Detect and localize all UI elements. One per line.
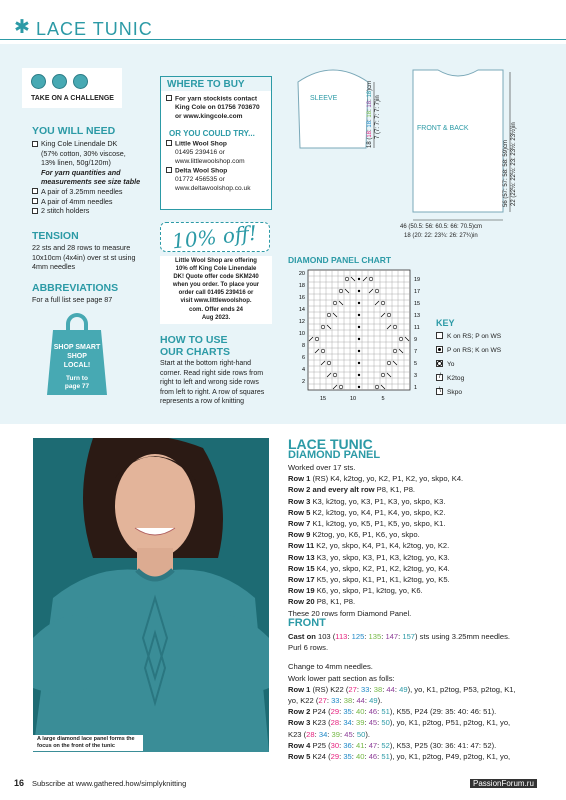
challenge-rating <box>22 68 122 108</box>
chart-row-number: 18 <box>298 283 305 289</box>
body-width-in: 18 (20: 22: 23¾: 26: 27¾)in <box>404 233 478 239</box>
chart-row-number: 13 <box>414 313 421 319</box>
chart-title: DIAMOND PANEL CHART <box>288 255 392 265</box>
key-item-knit: K on RS; P on WS <box>436 332 501 340</box>
purl-symbol <box>358 314 360 316</box>
key-item-yo: Yo <box>436 360 454 368</box>
yarn-ball-icon <box>73 74 88 89</box>
shop-smart-line: SHOP SMART <box>53 344 101 351</box>
tension-heading: TENSION <box>32 230 79 242</box>
purl-symbol <box>358 386 360 388</box>
circle-square-icon <box>436 360 443 367</box>
chart-row-number: 9 <box>414 337 418 343</box>
abbreviations-heading: ABBREVIATIONS <box>32 282 119 294</box>
yarn-ball-icon <box>52 74 67 89</box>
pattern-row: Row 13 K3, yo, skpo, K3, P1, K3, k2tog, yo, K3. <box>288 552 450 562</box>
chart-row-number: 1 <box>414 385 418 391</box>
pattern-title: LACE TUNIC <box>288 436 373 452</box>
model-illustration <box>33 438 269 752</box>
pattern-row: Row 15 K4, yo, skpo, K2, P1, K2, k2tog, yo, K4. <box>288 563 450 573</box>
page-number: 16 <box>14 778 25 788</box>
stockists-text: For yarn stockists contact King Cole on 01756 703670 or www.kingcole.com <box>166 95 260 122</box>
pattern-row: Row 17 K5, yo, skpo, K1, P1, K1, k2tog, yo, K5. <box>288 575 450 585</box>
front-heading: FRONT <box>288 617 326 629</box>
key-item-purl: P on RS; K on WS <box>436 346 501 354</box>
chart-row-number: 16 <box>298 295 305 301</box>
checkbox-icon <box>32 188 38 194</box>
discount-text: 10% off! <box>170 220 259 254</box>
page-title: LACE TUNIC <box>36 19 153 39</box>
blank-square-icon <box>436 332 443 339</box>
or-you-could-try-heading: OR YOU COULD TRY... <box>169 129 255 138</box>
sleeve-label: SLEEVE <box>310 95 338 102</box>
local-line: LOCAL! <box>63 362 91 369</box>
lower-pattern-row: K23 (28: 34: 39: 45: 50). <box>288 729 370 739</box>
asterisk-icon: ✱ <box>14 17 30 38</box>
purl-symbol <box>358 326 360 328</box>
discount-badge <box>160 222 270 252</box>
chart-col-number: 10 <box>349 396 357 402</box>
sleeve-in: 7 (7: 7: 7: 7: 7)in <box>375 95 381 139</box>
lower-pattern-row: Row 2 P24 (29: 35: 40: 46: 51), K55, P24 (29: 35: 40: 46: 51). <box>288 707 497 717</box>
watermark: PassionForum.ru <box>470 779 537 788</box>
challenge-label: TAKE ON A CHALLENGE <box>31 95 114 102</box>
lower-pattern-row: yo, K22 (27: 33: 38: 44: 49). <box>288 696 383 706</box>
lower-pattern-row: Row 1 (RS) K22 (27: 33: 38: 44: 49), yo, K1, p2tog, P53, p2tog, K1, <box>288 684 516 694</box>
sleeve-shape <box>298 70 368 148</box>
model-photo <box>33 438 269 752</box>
purl-symbol <box>358 302 360 304</box>
dot-square-icon <box>436 346 443 353</box>
pattern-subtitle: DIAMOND PANEL <box>288 449 381 461</box>
abbreviations-text: For a full list see page 87 <box>32 295 113 304</box>
page-header <box>0 18 566 40</box>
body-height-in: 22 (22½: 22½: 23: 23½: 23½)in <box>511 122 517 206</box>
diamond-panel-chart <box>290 266 430 412</box>
chart-row-number: 6 <box>301 355 305 361</box>
forward-slash-icon: / <box>436 374 443 381</box>
subscribe-line: Subscribe at www.gathered.how/simplyknitting <box>32 779 187 788</box>
pattern-row: Row 1 (RS) K4, k2tog, yo, K2, P1, K2, yo, skpo, K4. <box>288 474 464 484</box>
key-item-skpo: \ Skpo <box>436 388 462 396</box>
chart-row-number: 10 <box>298 331 305 337</box>
pattern-row: Row 11 K2, yo, skpo, K4, P1, K4, k2tog, yo, K2. <box>288 541 450 551</box>
chart-row-number: 14 <box>298 307 305 313</box>
offer-text: Little Wool Shop are offering 10% off King Cole Linendale DK! Quote offer code SKM240 when you order. To place your order call 01495 239416 or visit www.littlewoolshop. com. Offer ends 24 Aug 2023. <box>172 258 260 321</box>
shop-list: Little Wool Shop 01495 239416 or www.littlewoolshop.com Delta Wool Shop 01772 456535 or www.deltawoolshop.co.uk <box>166 140 251 194</box>
how-to-use-text: Start at the bottom right-hand corner. Read right side rows from right to left and wrong side rows from left to right. A row of squares represents a row of knitting <box>160 360 265 405</box>
pattern-row: Row 19 K6, yo, skpo, P1, k2tog, yo, K6. <box>288 586 423 596</box>
body-height-cm: 56 (57: 57: 58: 58: 59)cm <box>503 139 509 207</box>
purl-symbol <box>358 350 360 352</box>
key-item-k2tog: / K2tog <box>436 374 464 382</box>
checkbox-icon <box>166 167 172 173</box>
purl-symbol <box>358 338 360 340</box>
where-to-buy-box <box>160 76 272 210</box>
front-back-shape <box>413 70 503 212</box>
tension-text: 22 sts and 28 rows to measure 10x10cm (4x4in) over st st using 4mm needles <box>32 243 136 272</box>
pattern-row: Row 20 P8, K1, P8. <box>288 597 356 607</box>
chart-row-number: 17 <box>414 289 421 295</box>
purl-symbol <box>358 362 360 364</box>
chart-row-number: 8 <box>301 343 305 349</box>
chart-row-number: 11 <box>414 325 420 331</box>
chart-row-number: 19 <box>414 277 421 283</box>
chart-row-number: 12 <box>298 319 305 325</box>
size-schematic <box>288 60 558 250</box>
chart-row-number: 20 <box>298 271 305 277</box>
diamond-panel-instructions: Worked over 17 sts. Row 1 (RS) K4, k2tog, yo, K2, P1, K2, yo, skpo, K4. Row 2 and every alt row P8, K1, P8. Row 3 K3, k2tog, yo, K3, P1, K3, yo, skpo, K3. Row 5 K2, k2tog, yo, K4, P1, K4, yo, skpo, K2. Row 7 K1, k2tog, yo, K5, P1, K5, yo, skpo, K1. Row 9 K2tog, yo, K6, P1, K6, yo, skpo. Row 11 K2, yo, skpo, K4, P1, K4, k2tog, yo, K2. Row 13 K3, yo, skpo, K3, P1, K3, k2tog, yo, K3. Row 15 K4, yo, skpo, K2, P1, K2, k2tog, yo, K4. Row 17 K5, yo, skpo, K1, P1, K1, k2tog, yo, K5. Row 19 K6, yo, skpo, P1, k2tog, yo, K6. Row 20 P8, K1, P8. These 20 rows form Diamond Panel. <box>288 462 558 619</box>
pattern-row: Row 5 K2, k2tog, yo, K4, P1, K4, yo, skpo, K2. <box>288 507 446 517</box>
pattern-row: Row 2 and every alt row P8, K1, P8. <box>288 485 416 495</box>
you-will-need-list: King Cole Linendale DK (57% cotton, 30% viscose, 13% linen, 50g/120m) For yarn quantities and measurements see size table A pair of 3.25mm needles A pair of 4mm needles 2 stitch holders <box>32 139 157 216</box>
how-to-use-heading: HOW TO USE OUR CHARTS <box>160 334 230 358</box>
key-heading: KEY <box>436 318 455 328</box>
purl-symbol <box>358 278 360 280</box>
chart-row-number: 15 <box>414 301 421 307</box>
offer-box <box>160 256 272 324</box>
sleeve-cm: 18 (18: 18: 18: 18: 18)cm <box>367 80 373 148</box>
body-width-cm: 46 (50.5: 56: 60.5: 66: 70.5)cm <box>400 224 483 230</box>
pattern-row: Row 7 K1, k2tog, yo, K5, P1, K5, yo, skpo, K1. <box>288 519 446 529</box>
pattern-row: Row 9 K2tog, yo, K6, P1, K6, yo, skpo. <box>288 530 420 540</box>
chart-row-number: 2 <box>301 379 305 385</box>
checkbox-icon <box>166 95 172 101</box>
checkbox-icon <box>166 140 172 146</box>
front-instructions: Cast on 103 (113: 125: 135: 147: 157) sts using 3.25mm needles. Purl 6 rows. Change to 4mm needles. Work lower patt section as folls: Row 1 (RS) K22 (27: 33: 38: 44: 49), yo, K1, p2tog, P53, p2tog, K1, yo, K22 (27: 33: 38: 44: 49). Row 2 P24 (29: 35: 40: 46: 51), K55, P24 (29: 35: 40: 46: 51). Row 3 K23 (28: 34: 39: 45: 50), yo, K1, p2tog, P51, p2tog, K1, yo, K23 (28: 34: 39: 45: 50). Row 4 P25 (30: 36: 41: 47: 52), K53, P25 (30: 36: 41: 47: 52). Row 5 K24 (29: 35: 40: 46: 51), yo, K1, p2tog, P49, p2tog, K1, yo, <box>288 631 558 762</box>
chart-row-number: 5 <box>414 361 418 367</box>
chart-col-number: 15 <box>319 396 327 402</box>
front-back-label: FRONT & BACK <box>417 125 469 132</box>
checkbox-icon <box>32 208 38 214</box>
turn-to-page: Turn to page 77 <box>64 375 90 390</box>
lower-pattern-row: Row 5 K24 (29: 35: 40: 46: 51), yo, K1, p2tog, P49, p2tog, K1, yo, <box>288 752 511 762</box>
photo-caption: A large diamond lace panel forms the focus on the front of the tunic <box>33 735 143 751</box>
purl-symbol <box>358 374 360 376</box>
lower-pattern-row: Row 3 K23 (28: 34: 39: 45: 50), yo, K1, p2tog, P51, p2tog, K1, yo, <box>288 718 511 728</box>
chart-col-number: 5 <box>381 396 385 402</box>
checkbox-icon <box>32 198 38 204</box>
chart-row-number: 7 <box>414 349 418 355</box>
purl-symbol <box>358 290 360 292</box>
chart-row-number: 4 <box>301 367 305 373</box>
shop-line: SHOP <box>67 353 87 360</box>
back-slash-icon: \ <box>436 388 443 395</box>
chart-row-number: 3 <box>414 373 418 379</box>
checkbox-icon <box>32 141 38 147</box>
lower-pattern-row: Row 4 P25 (30: 36: 41: 47: 52), K53, P25 (30: 36: 41: 47: 52). <box>288 740 497 750</box>
pattern-row: Row 3 K3, k2tog, yo, K3, P1, K3, yo, skpo, K3. <box>288 496 446 506</box>
yarn-ball-icon <box>31 74 46 89</box>
where-to-buy-heading: WHERE TO BUY <box>167 79 245 90</box>
you-will-need-heading: YOU WILL NEED <box>32 125 116 137</box>
